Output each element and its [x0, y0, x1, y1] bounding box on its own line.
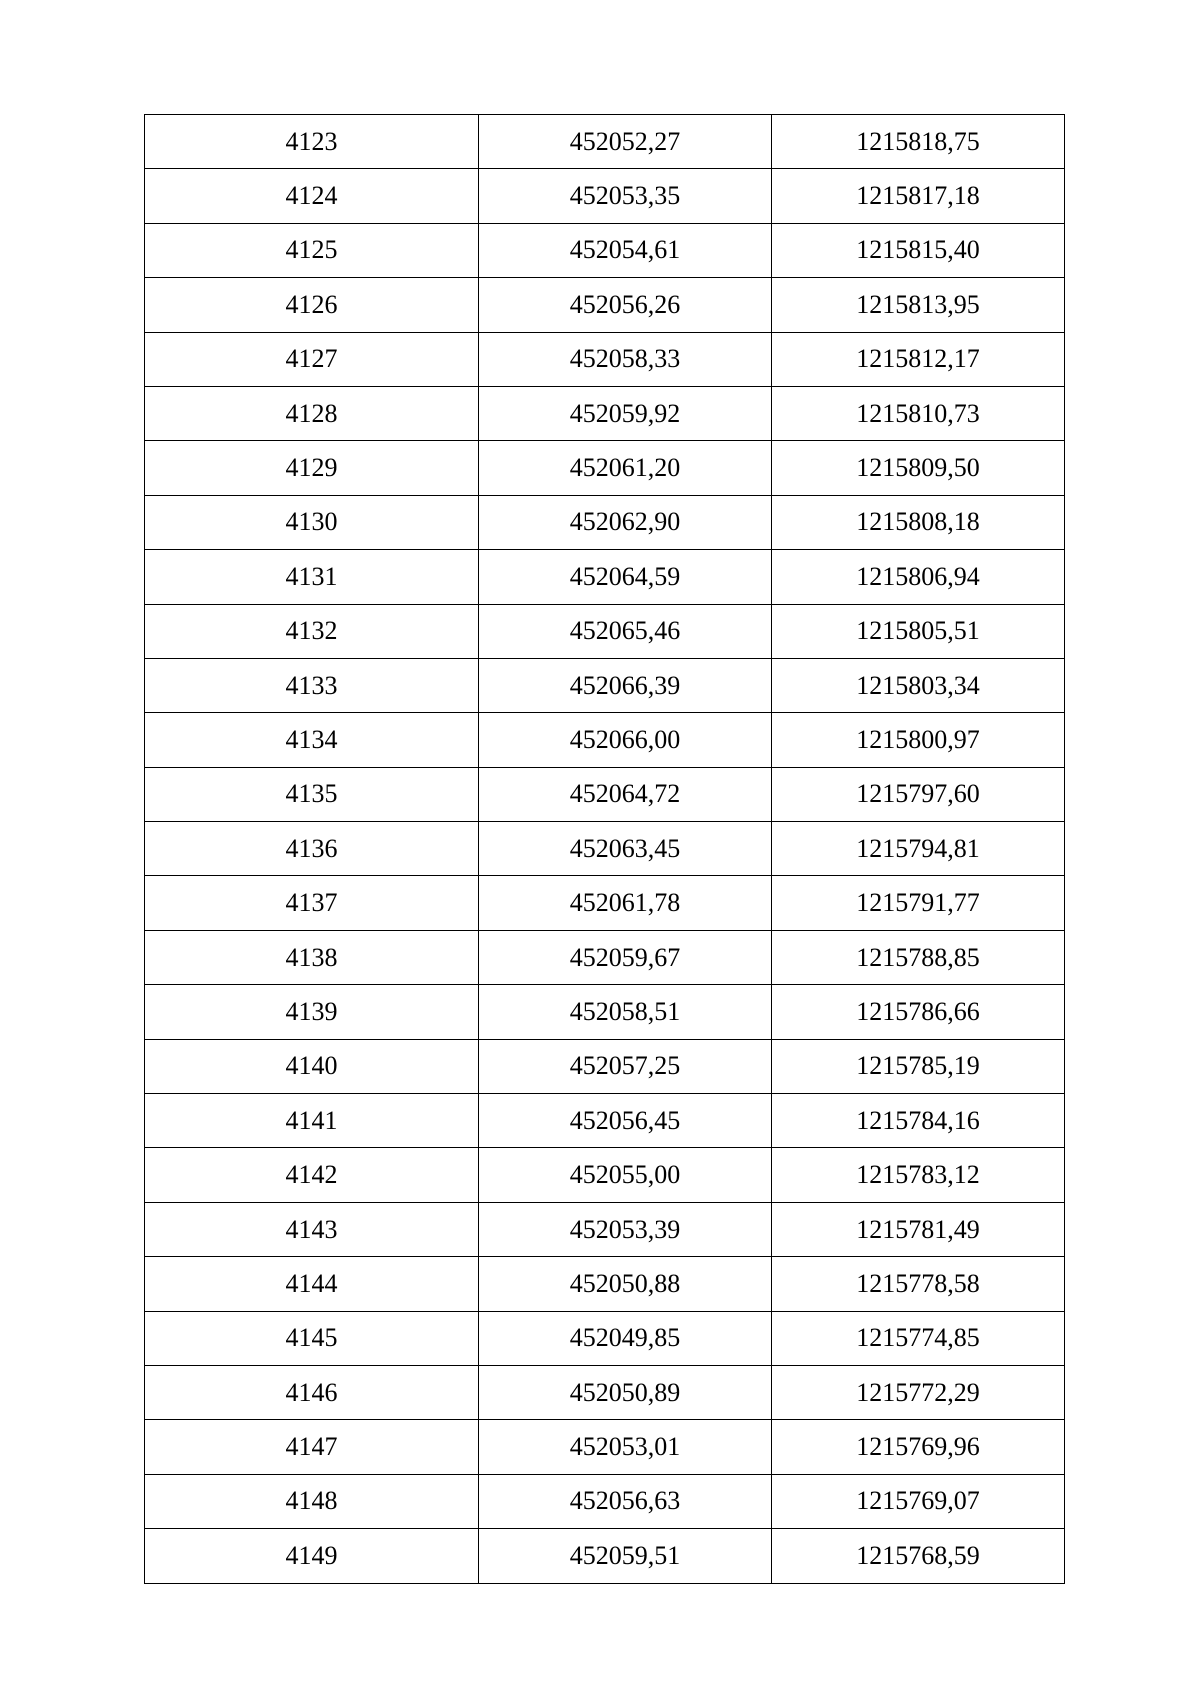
y-coordinate-cell: 1215772,29 — [772, 1365, 1065, 1419]
y-coordinate-cell: 1215813,95 — [772, 278, 1065, 332]
x-coordinate-cell: 452050,89 — [479, 1365, 772, 1419]
table-row — [145, 1094, 1065, 1148]
point-number-cell: 4139 — [145, 985, 479, 1039]
point-number-cell: 4138 — [145, 930, 479, 984]
point-number-cell: 4143 — [145, 1202, 479, 1256]
y-coordinate-cell: 1215794,81 — [772, 822, 1065, 876]
table-row — [145, 1311, 1065, 1365]
table-row — [145, 332, 1065, 386]
x-coordinate-cell: 452056,26 — [479, 278, 772, 332]
x-coordinate-cell: 452059,92 — [479, 386, 772, 440]
y-coordinate-cell: 1215812,17 — [772, 332, 1065, 386]
point-number-cell: 4125 — [145, 223, 479, 277]
table-row — [145, 386, 1065, 440]
x-coordinate-cell: 452061,78 — [479, 876, 772, 930]
y-coordinate-cell: 1215769,96 — [772, 1420, 1065, 1474]
table-row — [145, 1202, 1065, 1256]
point-number-cell: 4147 — [145, 1420, 479, 1474]
x-coordinate-cell: 452066,39 — [479, 658, 772, 712]
table-row — [145, 115, 1065, 169]
y-coordinate-cell: 1215817,18 — [772, 169, 1065, 223]
point-number-cell: 4132 — [145, 604, 479, 658]
x-coordinate-cell: 452063,45 — [479, 822, 772, 876]
y-coordinate-cell: 1215768,59 — [772, 1529, 1065, 1583]
point-number-cell: 4146 — [145, 1365, 479, 1419]
point-number-cell: 4149 — [145, 1529, 479, 1583]
y-coordinate-cell: 1215809,50 — [772, 441, 1065, 495]
coordinates-table-body — [145, 115, 1065, 1584]
table-row — [145, 1420, 1065, 1474]
table-row — [145, 169, 1065, 223]
x-coordinate-cell: 452059,67 — [479, 930, 772, 984]
x-coordinate-cell: 452061,20 — [479, 441, 772, 495]
x-coordinate-cell: 452064,72 — [479, 767, 772, 821]
table-row — [145, 223, 1065, 277]
y-coordinate-cell: 1215808,18 — [772, 495, 1065, 549]
y-coordinate-cell: 1215788,85 — [772, 930, 1065, 984]
table-row — [145, 930, 1065, 984]
table-row — [145, 658, 1065, 712]
y-coordinate-cell: 1215785,19 — [772, 1039, 1065, 1093]
x-coordinate-cell: 452053,39 — [479, 1202, 772, 1256]
x-coordinate-cell: 452064,59 — [479, 550, 772, 604]
x-coordinate-cell: 452049,85 — [479, 1311, 772, 1365]
table-row — [145, 550, 1065, 604]
y-coordinate-cell: 1215805,51 — [772, 604, 1065, 658]
table-row — [145, 1365, 1065, 1419]
table-row — [145, 495, 1065, 549]
point-number-cell: 4144 — [145, 1257, 479, 1311]
x-coordinate-cell: 452053,35 — [479, 169, 772, 223]
x-coordinate-cell: 452058,33 — [479, 332, 772, 386]
x-coordinate-cell: 452059,51 — [479, 1529, 772, 1583]
table-row — [145, 441, 1065, 495]
point-number-cell: 4124 — [145, 169, 479, 223]
y-coordinate-cell: 1215806,94 — [772, 550, 1065, 604]
y-coordinate-cell: 1215786,66 — [772, 985, 1065, 1039]
y-coordinate-cell: 1215783,12 — [772, 1148, 1065, 1202]
point-number-cell: 4131 — [145, 550, 479, 604]
coordinates-table — [144, 114, 1065, 1584]
x-coordinate-cell: 452058,51 — [479, 985, 772, 1039]
x-coordinate-cell: 452056,45 — [479, 1094, 772, 1148]
table-row — [145, 822, 1065, 876]
x-coordinate-cell: 452055,00 — [479, 1148, 772, 1202]
point-number-cell: 4137 — [145, 876, 479, 930]
x-coordinate-cell: 452065,46 — [479, 604, 772, 658]
point-number-cell: 4123 — [145, 115, 479, 169]
point-number-cell: 4130 — [145, 495, 479, 549]
point-number-cell: 4148 — [145, 1474, 479, 1528]
x-coordinate-cell: 452062,90 — [479, 495, 772, 549]
table-row — [145, 1474, 1065, 1528]
x-coordinate-cell: 452054,61 — [479, 223, 772, 277]
point-number-cell: 4145 — [145, 1311, 479, 1365]
y-coordinate-cell: 1215784,16 — [772, 1094, 1065, 1148]
table-row — [145, 876, 1065, 930]
y-coordinate-cell: 1215778,58 — [772, 1257, 1065, 1311]
table-row — [145, 767, 1065, 821]
table-row — [145, 985, 1065, 1039]
x-coordinate-cell: 452056,63 — [479, 1474, 772, 1528]
point-number-cell: 4128 — [145, 386, 479, 440]
x-coordinate-cell: 452052,27 — [479, 115, 772, 169]
table-row — [145, 1529, 1065, 1583]
y-coordinate-cell: 1215818,75 — [772, 115, 1065, 169]
table-row — [145, 1148, 1065, 1202]
table-row — [145, 1039, 1065, 1093]
y-coordinate-cell: 1215769,07 — [772, 1474, 1065, 1528]
point-number-cell: 4140 — [145, 1039, 479, 1093]
point-number-cell: 4135 — [145, 767, 479, 821]
x-coordinate-cell: 452057,25 — [479, 1039, 772, 1093]
y-coordinate-cell: 1215797,60 — [772, 767, 1065, 821]
point-number-cell: 4133 — [145, 658, 479, 712]
table-row — [145, 278, 1065, 332]
y-coordinate-cell: 1215803,34 — [772, 658, 1065, 712]
table-row — [145, 713, 1065, 767]
point-number-cell: 4136 — [145, 822, 479, 876]
point-number-cell: 4141 — [145, 1094, 479, 1148]
table-row — [145, 604, 1065, 658]
y-coordinate-cell: 1215810,73 — [772, 386, 1065, 440]
point-number-cell: 4134 — [145, 713, 479, 767]
point-number-cell: 4129 — [145, 441, 479, 495]
y-coordinate-cell: 1215791,77 — [772, 876, 1065, 930]
y-coordinate-cell: 1215800,97 — [772, 713, 1065, 767]
table-row — [145, 1257, 1065, 1311]
x-coordinate-cell: 452053,01 — [479, 1420, 772, 1474]
point-number-cell: 4142 — [145, 1148, 479, 1202]
y-coordinate-cell: 1215815,40 — [772, 223, 1065, 277]
y-coordinate-cell: 1215774,85 — [772, 1311, 1065, 1365]
point-number-cell: 4127 — [145, 332, 479, 386]
x-coordinate-cell: 452050,88 — [479, 1257, 772, 1311]
x-coordinate-cell: 452066,00 — [479, 713, 772, 767]
point-number-cell: 4126 — [145, 278, 479, 332]
y-coordinate-cell: 1215781,49 — [772, 1202, 1065, 1256]
